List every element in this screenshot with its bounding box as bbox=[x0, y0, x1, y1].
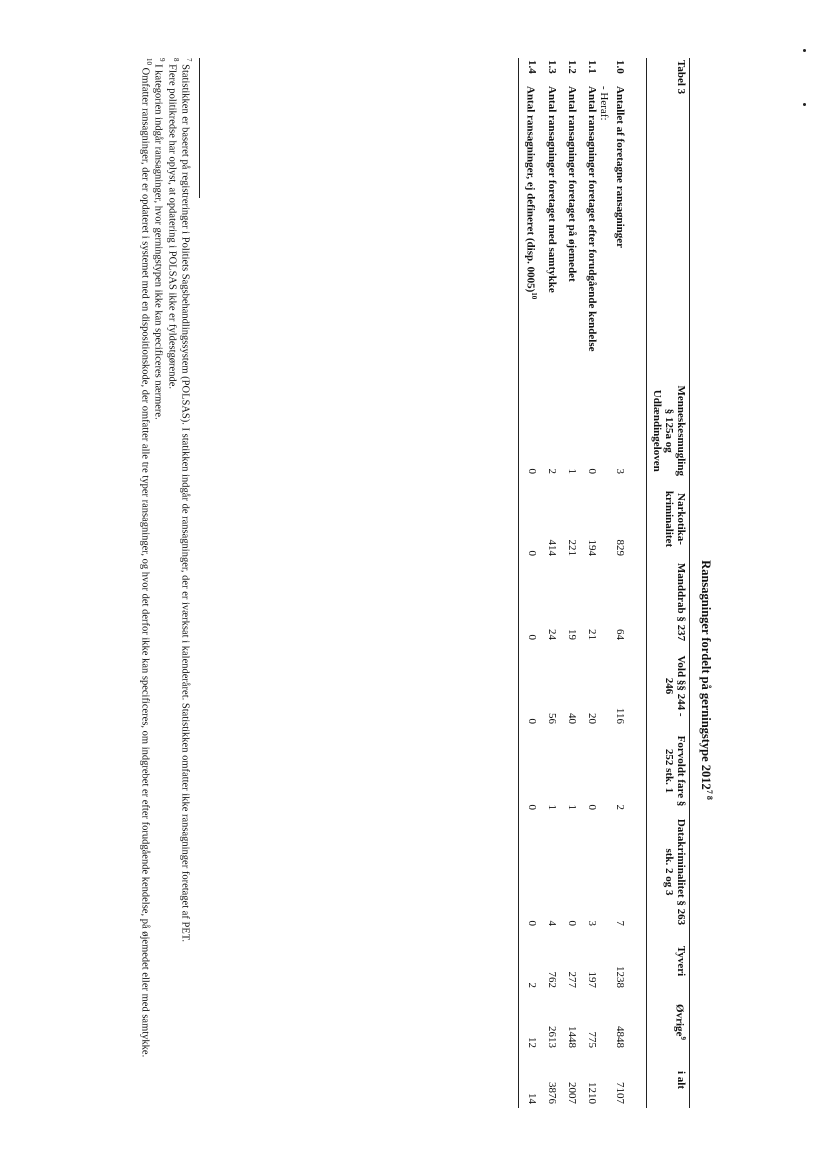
table-cell: 277 bbox=[566, 971, 579, 988]
row-label: Antal ransagninger foretaget efter forudgående kendelse bbox=[586, 86, 599, 352]
table-cell: 1448 bbox=[566, 1026, 579, 1048]
table-row bbox=[562, 58, 582, 1108]
column-header: Narkotika-kriminalitet bbox=[663, 490, 687, 548]
table-cell: 197 bbox=[586, 971, 599, 988]
footnote-separator bbox=[199, 58, 200, 198]
table-cell bbox=[598, 930, 610, 992]
table-cell: 1 bbox=[566, 468, 579, 474]
table-cell: 0 bbox=[526, 718, 539, 724]
table-cell: 21 bbox=[586, 629, 599, 640]
footnote: $^9$ I kategorien indgår ransagninger, hvor gerningstypen ikke kan specificeres nærmere. bbox=[153, 58, 167, 420]
row-number: 1.1 bbox=[586, 60, 599, 74]
table-row bbox=[582, 58, 598, 1108]
table-cell: 56 bbox=[546, 713, 559, 724]
table-cell: 7107 bbox=[614, 1082, 627, 1104]
row-number: 1.0 bbox=[614, 60, 627, 74]
column-header: Forvoldt fare § 252 stk. 1 bbox=[663, 735, 687, 807]
table-row bbox=[518, 58, 542, 1108]
table-cell: 40 bbox=[566, 713, 579, 724]
table-cell: 0 bbox=[586, 468, 599, 474]
table-row bbox=[598, 58, 610, 1108]
table-cell bbox=[598, 814, 610, 930]
table-row bbox=[542, 58, 562, 1108]
footnote: $^7$ Statistikken er baseret på registreringer i Politiets Sagsbehandlingssystem (POLSAS). I statikken indgår de ransagninger, der er iværksat i kalenderåret. Statistikken omfatter ikke ransagninger foretaget af PET. bbox=[179, 58, 193, 943]
table-cell: 1210 bbox=[586, 1082, 599, 1104]
table-cell: 19 bbox=[566, 629, 579, 640]
table-cell: 1 bbox=[566, 804, 579, 810]
table-cell: 116 bbox=[614, 707, 627, 724]
table-cell: 1 bbox=[546, 804, 559, 810]
table-cell: 24 bbox=[546, 629, 559, 640]
table-cell: 221 bbox=[566, 539, 579, 556]
footnotes bbox=[139, 58, 192, 1118]
row-label: Antallet af foretagne ransagninger bbox=[614, 86, 627, 249]
table-row bbox=[610, 58, 647, 1108]
column-header: Vold §§ 244 - 246 bbox=[663, 655, 687, 717]
table-cell: 0 bbox=[526, 920, 539, 926]
table-cell: 20 bbox=[586, 713, 599, 724]
row-number bbox=[598, 58, 610, 84]
table-cell: 2007 bbox=[566, 1082, 579, 1104]
table-cell bbox=[598, 1052, 610, 1108]
table-cell: 762 bbox=[546, 971, 559, 988]
table-cell: 194 bbox=[586, 539, 599, 556]
table-cell: 0 bbox=[566, 920, 579, 926]
table-cell: 2 bbox=[526, 982, 539, 988]
table-cell bbox=[598, 384, 610, 478]
table-cell bbox=[598, 728, 610, 814]
table-cell: 0 bbox=[526, 468, 539, 474]
row-label: Antal ransagninger foretaget på øjemedet bbox=[566, 86, 579, 282]
table-cell: 64 bbox=[614, 629, 627, 640]
column-header: Manddrab § 237 bbox=[675, 562, 687, 642]
table-cell: 829 bbox=[614, 539, 627, 556]
row-number: 1.2 bbox=[566, 60, 579, 74]
footnote: $^{10}$ Omfatter ransagninger, der er opdateret i systemet med en dispositionskode, der omfatter alle tre typer ransagninger, og hvor det derfor ikke kan specificeres, om indgrebet er efter forudgående kendelse, på øjemedet eller med samtykke. bbox=[139, 58, 154, 1058]
table-cell: 2613 bbox=[546, 1026, 559, 1048]
table-cell: 2 bbox=[614, 804, 627, 810]
table-cell: 1238 bbox=[614, 966, 627, 988]
row-label: Antal ransagninger, ej defineret (disp. 0005)$^{10}$ bbox=[524, 86, 539, 300]
table-cell bbox=[598, 644, 610, 728]
column-header: Tyveri bbox=[675, 945, 687, 977]
column-header: Menneskesmugling § 125a og Udlændingeloven bbox=[651, 385, 687, 476]
table-cell: 0 bbox=[586, 804, 599, 810]
table-cell: 7 bbox=[614, 920, 627, 926]
table-cell: 4848 bbox=[614, 1026, 627, 1048]
table-cell: 14 bbox=[526, 1093, 539, 1104]
table-header-row bbox=[647, 58, 690, 1108]
table-cell bbox=[598, 992, 610, 1052]
column-header: i alt bbox=[675, 1070, 687, 1090]
column-header: Øvrige$^9$ bbox=[673, 1004, 687, 1040]
table-cell: 0 bbox=[526, 634, 539, 640]
table-cell bbox=[598, 560, 610, 644]
table-cell: 0 bbox=[526, 804, 539, 810]
table-cell: 0 bbox=[526, 550, 539, 556]
table-title: Ransagninger fordelt på gerningstype $2012^{7 8}$ bbox=[698, 560, 714, 800]
table-cell: 3 bbox=[586, 920, 599, 926]
table-cell: 12 bbox=[526, 1037, 539, 1048]
table-cell: 4 bbox=[546, 920, 559, 926]
footnote: $^8$ Flere politikredse har oplyst, at opdatering i POLSAS ikke er fyldestgørende. bbox=[166, 58, 180, 389]
column-header: Datakriminalitet § 263 stk. 2 og 3 bbox=[663, 818, 687, 926]
row-number: 1.3 bbox=[546, 60, 559, 74]
table-cell: 775 bbox=[586, 1031, 599, 1048]
row-label: - Heraf: bbox=[598, 86, 611, 121]
search-statistics-table bbox=[518, 58, 690, 1108]
row-number: 1.4 bbox=[526, 60, 539, 74]
table-cell: 3 bbox=[614, 468, 627, 474]
table-cell bbox=[598, 478, 610, 560]
table-cell: 2 bbox=[546, 468, 559, 474]
table-cell: 414 bbox=[546, 539, 559, 556]
row-label: Antal ransagninger foretaget med samtykke bbox=[546, 86, 559, 293]
table-cell: 3876 bbox=[546, 1082, 559, 1104]
tabel-label: Tabel 3 bbox=[675, 60, 687, 95]
